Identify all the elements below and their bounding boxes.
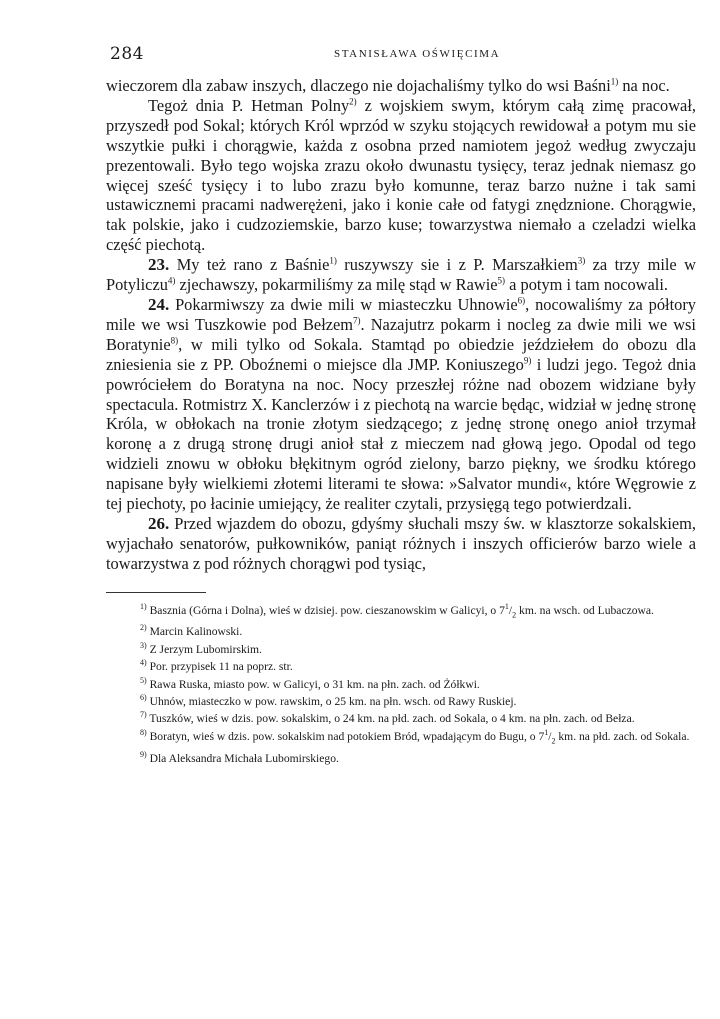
footnote-ref: 6) [517,295,526,306]
footnote-mark: 8) [140,727,147,737]
fraction-denominator: 2 [512,609,517,619]
footnote-ref: 7) [353,315,361,326]
text-run: Przed wjazdem do obozu, gdyśmy słuchali mszy św. w klasztorze sokalskiem, wyjachało senatorów, pułkowników, paniąt różnych i inszych officierów barzo wiele a towarzystwa z pod różnych chorągwi pod tysiąc, [106,513,696,573]
text-run: . Nazajutrz pokarm i nocleg za dwie mili we wsi Boratynie [106,314,696,354]
footnote-ref: 2) [349,96,357,107]
day-number: 24. [148,294,170,314]
paragraph [106,255,696,295]
paragraph [106,514,696,574]
running-head: STANISŁAWA OŚWIĘCIMA [334,48,501,60]
footnote-mark: 7) [140,710,147,720]
footnote [106,641,696,658]
footnote [106,693,696,710]
paragraph [106,76,696,96]
footnote [106,602,696,624]
text-run: , nocowaliśmy za półtory mile we wsi Tuszkowie pod Bełzem [106,294,696,334]
text-run: Uhnów, miasteczko w pow. rawskim, o 25 km. na płn. wsch. od Rawy Ruskiej. [146,695,517,708]
text-run: Basznia (Górna i Dolna), wieś w dzisiej. pow. cieszanowskim w Galicyi, o 7 [146,603,505,617]
text-run: Pokarmiwszy za dwie mili w miasteczku Uhnowie [169,294,518,314]
text-run: wieczorem dla zabaw inszych, dlaczego nie dojachaliśmy tylko do wsi Baśni [106,76,611,95]
text-run: Rawa Ruska, miasto pow. w Galicyi, o 31 km. na płn. zach. od Żółkwi. [146,677,480,691]
body-text [106,76,696,574]
text-run: z wojskiem swym, którym całą zimę pracował, przyszedł pod Sokal; których Król wprzód w szyku stojących rewidował a potym mu sie wszytkie pułki i chorągwie, każda z osobna przed namiotem jegoż według zwyczaju prezentowali. Było tego wojska zrazu około dwunastu tysięcy, teraz jednak niemasz go więcej sześć tysięcy i to lubo zrazu było komunne, teraz barzo nużne i tak sami ustawicznemi pracami nadwerężeni, jako i konie całe od fatygi znędznione. Chorągwie, tak polskie, jako i cudzoziemskie, barzo kuse; towarzystwa niemało a czeladzi wielka część piechotą. [106,95,696,255]
footnote [106,750,696,767]
footnote-mark: 9) [140,749,147,759]
page-number: 284 [110,44,144,64]
footnote [106,658,696,675]
paragraph [106,295,696,514]
text-run: Dla Aleksandra Michała Lubomirskiego. [146,751,339,765]
footnote-ref: 1 [504,601,509,611]
text-run: za trzy mile w Potyliczu [106,255,696,295]
text-run: ruszywszy sie i z P. Marszałkiem [336,255,578,275]
text-run: Por. przypisek 11 na poprz. str. [146,660,293,674]
text-run: Marcin Kalinowski. [146,625,243,639]
page-header [106,40,696,76]
footnotes [106,602,696,767]
footnote-mark: 3) [140,640,147,650]
footnote-divider [106,592,206,593]
footnote [106,710,696,727]
text-run: a potym i tam nocowali. [505,275,668,295]
footnote-ref: 1 [544,727,549,737]
text-run: / [548,729,552,743]
text-run: Tuszków, wieś w dzis. pow. sokalskim, o 24 km. na płd. zach. od Sokala, o 4 km. na płn. zach. od Bełza. [146,712,635,726]
text-run: km. na płd. zach. od Sokala. [555,729,690,743]
footnote-mark: 1) [140,601,147,611]
footnote-ref: 4) [167,275,176,286]
text-run: na noc. [618,76,670,95]
text-run: i ludzi jego. Tegoż dnia powróciełem do Boratyna na noc. Nocy przeszłej różne nad obozem widziane były spectacula. Rotmistrz X. Kanclerzów i z piechotą na warcie będąc, widział w jednę stronę Króla, w obłokach na tronie złotym siedzącego; z jednę stronę onego anioł trzymał koronę a z drugą stronę drugi anioł stał z mieczem nad głową jego. Opodal od tego widzieli znowu w obłoku błękitnym ogród zielony, barzo piękny, we środku którego napisane były wielkiemi złotemi literami te słowa: »Salvator mundi«, które Węgrowie z tej piechoty, po łacinie umiejący, że realiter czytali, przysięgą tego potwierdzali. [106,354,696,514]
paragraph [106,96,696,255]
day-number: 26. [148,513,170,533]
footnote-ref: 9) [523,355,532,366]
text-run: Tegoż dnia P. Hetman Polny [148,95,350,115]
text-run: My też rano z Baśnie [169,255,330,275]
text-run: zjechawszy, pokarmiliśmy za milę stąd w Rawie [175,275,498,295]
footnote [106,676,696,693]
fraction-denominator: 2 [551,736,556,746]
text-run: , w mili tylko od Sokala. Stamtąd po obiedzie jeździełem do obozu dla zniesienia sie z PP. Oboźnemi o miejsce dla JMP. Koniuszego [106,334,696,374]
footnote-ref: 8) [170,335,179,346]
footnote-ref: 1) [610,76,619,87]
text-run: / [508,603,513,617]
footnote [106,623,696,640]
footnote-ref: 3) [577,255,586,266]
text-run: Z Jerzym Lubomirskim. [146,642,262,656]
footnote-mark: 4) [140,658,147,668]
footnote-mark: 2) [140,623,147,633]
footnote-mark: 6) [140,693,147,703]
footnote-mark: 5) [140,675,147,685]
footnote-ref: 5) [497,275,506,286]
text-run: km. na wsch. od Lubaczowa. [516,603,654,617]
text-run: Boratyn, wieś w dzis. pow. sokalskim nad potokiem Bród, wpadającym do Bugu, o 7 [146,729,545,743]
footnote-ref: 1) [329,255,337,266]
footnote [106,728,696,750]
day-number: 23. [148,255,170,275]
